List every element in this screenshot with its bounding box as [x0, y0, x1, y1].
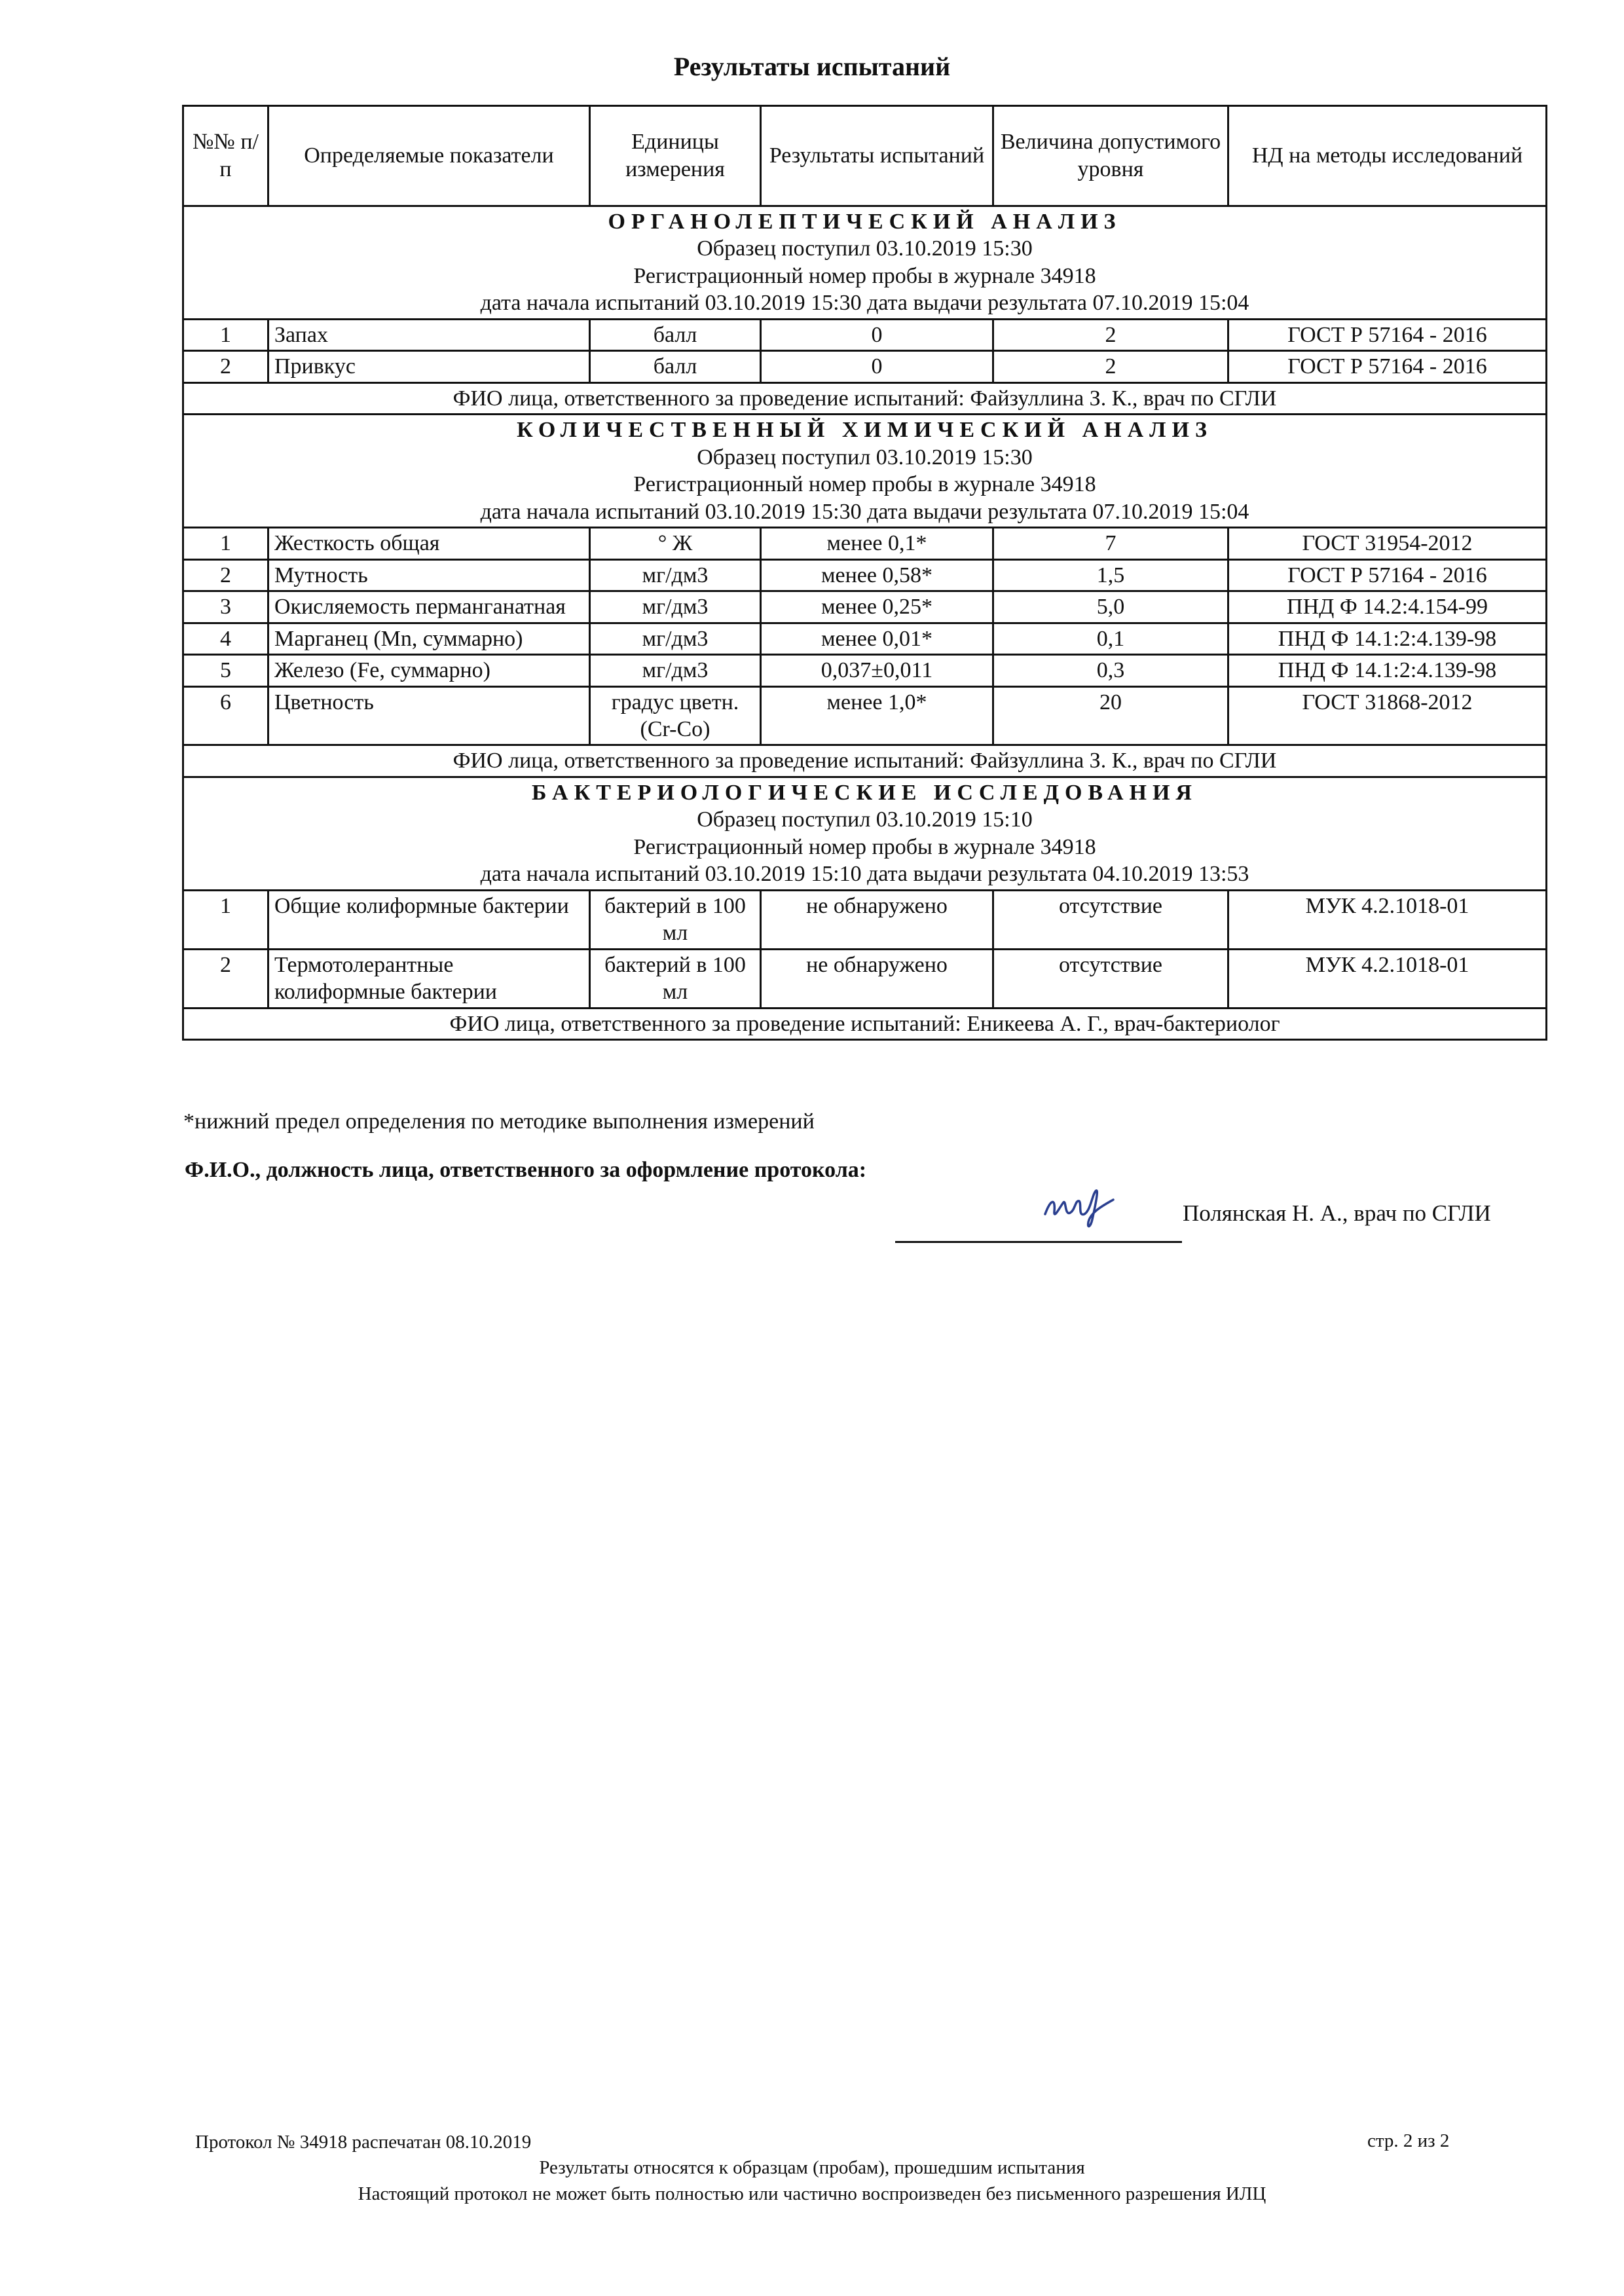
table-row [183, 686, 1547, 745]
table-row [183, 591, 1547, 623]
table-row [183, 559, 1547, 591]
row-num: 2 [183, 559, 268, 591]
row-method: МУК 4.2.1018-01 [1228, 890, 1547, 949]
responsible-person: ФИО лица, ответственного за проведение испытаний: Файзуллина З. К., врач по СГЛИ [183, 382, 1547, 414]
row-num: 2 [183, 949, 268, 1008]
row-result: 0,037±0,011 [761, 655, 993, 686]
handwritten-signature [1041, 1174, 1126, 1232]
row-method: ГОСТ Р 57164 - 2016 [1228, 351, 1547, 382]
row-num: 6 [183, 686, 268, 745]
results-table [182, 105, 1547, 1041]
table-row [183, 351, 1547, 382]
row-limit: 20 [993, 686, 1228, 745]
row-unit: бактерий в 100 мл [590, 890, 761, 949]
responsible-person: ФИО лица, ответственного за проведение испытаний: Еникеева А. Г., врач-бактериолог [183, 1008, 1547, 1039]
row-unit: балл [590, 351, 761, 382]
row-method: ПНД Ф 14.2:4.154-99 [1228, 591, 1547, 623]
row-method: МУК 4.2.1018-01 [1228, 949, 1547, 1008]
row-indicator: Термотолерантные колиформные бактерии [268, 949, 590, 1008]
row-result: менее 0,58* [761, 559, 993, 591]
responsible-person: ФИО лица, ответственного за проведение испытаний: Файзуллина З. К., врач по СГЛИ [183, 745, 1547, 777]
section-organoleptic [183, 206, 1547, 415]
row-num: 2 [183, 351, 268, 382]
table-header-row [183, 106, 1547, 206]
registration-number: Регистрационный номер пробы в журнале 34918 [633, 263, 1096, 288]
row-method: ГОСТ 31868-2012 [1228, 686, 1547, 745]
row-num: 1 [183, 319, 268, 350]
row-indicator: Железо (Fe, суммарно) [268, 655, 590, 686]
table-row [183, 890, 1547, 949]
signer-name: Полянская Н. А., врач по СГЛИ [1183, 1200, 1491, 1226]
row-limit: 0,3 [993, 655, 1228, 686]
row-unit: ° Ж [590, 528, 761, 559]
row-indicator: Привкус [268, 351, 590, 382]
row-unit: балл [590, 319, 761, 350]
row-unit: мг/дм3 [590, 623, 761, 654]
row-num: 5 [183, 655, 268, 686]
row-unit: мг/дм3 [590, 655, 761, 686]
row-unit: мг/дм3 [590, 559, 761, 591]
header-limit: Величина допустимого уровня [993, 106, 1228, 206]
row-result: менее 0,1* [761, 528, 993, 559]
row-limit: 2 [993, 351, 1228, 382]
row-unit: градус цветн.(Cr-Co) [590, 686, 761, 745]
table-row [183, 319, 1547, 350]
header-result: Результаты испытаний [761, 106, 993, 206]
section-chemical [183, 415, 1547, 777]
section-header [183, 777, 1547, 890]
footer-protocol: Протокол № 34918 распечатан 08.10.2019 [195, 2132, 532, 2153]
row-result: менее 1,0* [761, 686, 993, 745]
row-num: 1 [183, 528, 268, 559]
test-dates: дата начала испытаний 03.10.2019 15:30 дата выдачи результата 07.10.2019 15:04 [480, 499, 1249, 524]
table-row [183, 528, 1547, 559]
test-dates: дата начала испытаний 03.10.2019 15:30 дата выдачи результата 07.10.2019 15:04 [480, 291, 1249, 316]
protocol-responsible-label: Ф.И.О., должность лица, ответственного за оформление протокола: [185, 1158, 867, 1182]
section-title: КОЛИЧЕСТВЕННЫЙ ХИМИЧЕСКИЙ АНАЛИЗ [517, 418, 1213, 443]
section-header [183, 206, 1547, 320]
page-title: Результаты испытаний [673, 52, 951, 81]
row-method: ПНД Ф 14.1:2:4.139-98 [1228, 623, 1547, 654]
row-result: не обнаружено [761, 949, 993, 1008]
row-num: 4 [183, 623, 268, 654]
test-dates: дата начала испытаний 03.10.2019 15:10 дата выдачи результата 04.10.2019 13:53 [480, 862, 1249, 887]
table-row [183, 949, 1547, 1008]
header-units: Единицы измерения [590, 106, 761, 206]
registration-number: Регистрационный номер пробы в журнале 34918 [633, 834, 1096, 859]
row-indicator: Мутность [268, 559, 590, 591]
sample-received: Образец поступил 03.10.2019 15:10 [697, 807, 1033, 832]
row-num: 3 [183, 591, 268, 623]
section-title: ОРГАНОЛЕПТИЧЕСКИЙ АНАЛИЗ [608, 210, 1122, 234]
row-limit: отсутствие [993, 890, 1228, 949]
row-unit: бактерий в 100 мл [590, 949, 761, 1008]
sample-received: Образец поступил 03.10.2019 15:30 [697, 445, 1033, 470]
registration-number: Регистрационный номер пробы в журнале 34918 [633, 472, 1096, 497]
row-limit: 1,5 [993, 559, 1228, 591]
table-row [183, 655, 1547, 686]
row-result: 0 [761, 319, 993, 350]
row-indicator: Цветность [268, 686, 590, 745]
section-bacteriological [183, 777, 1547, 1039]
row-method: ГОСТ 31954-2012 [1228, 528, 1547, 559]
sample-received: Образец поступил 03.10.2019 15:30 [697, 236, 1033, 261]
row-limit: 0,1 [993, 623, 1228, 654]
row-indicator: Окисляемость перманганатная [268, 591, 590, 623]
row-indicator: Марганец (Mn, суммарно) [268, 623, 590, 654]
row-limit: отсутствие [993, 949, 1228, 1008]
row-unit: мг/дм3 [590, 591, 761, 623]
footer-line-2: Настоящий протокол не может быть полностью или частично воспроизведен без письменного разрешения ИЛЦ [358, 2183, 1266, 2204]
row-result: 0 [761, 351, 993, 382]
row-limit: 2 [993, 319, 1228, 350]
header-method: НД на методы исследований [1228, 106, 1547, 206]
row-method: ГОСТ Р 57164 - 2016 [1228, 319, 1547, 350]
row-num: 1 [183, 890, 268, 949]
row-method: ПНД Ф 14.1:2:4.139-98 [1228, 655, 1547, 686]
row-limit: 7 [993, 528, 1228, 559]
row-result: менее 0,25* [761, 591, 993, 623]
header-indicator: Определяемые показатели [268, 106, 590, 206]
row-indicator: Общие колиформные бактерии [268, 890, 590, 949]
section-title: БАКТЕРИОЛОГИЧЕСКИЕ ИССЛЕДОВАНИЯ [532, 780, 1198, 805]
footnote: *нижний предел определения по методике выполнения измерений [183, 1109, 815, 1134]
footer-line-1: Результаты относятся к образцам (пробам), прошедшим испытания [539, 2157, 1085, 2178]
row-limit: 5,0 [993, 591, 1228, 623]
row-indicator: Запах [268, 319, 590, 350]
row-indicator: Жесткость общая [268, 528, 590, 559]
section-header [183, 415, 1547, 528]
row-result: не обнаружено [761, 890, 993, 949]
page-number: стр. 2 из 2 [1367, 2130, 1450, 2151]
row-method: ГОСТ Р 57164 - 2016 [1228, 559, 1547, 591]
header-num: №№ п/п [183, 106, 268, 206]
row-result: менее 0,01* [761, 623, 993, 654]
table-row [183, 623, 1547, 654]
signature-line [895, 1241, 1182, 1243]
